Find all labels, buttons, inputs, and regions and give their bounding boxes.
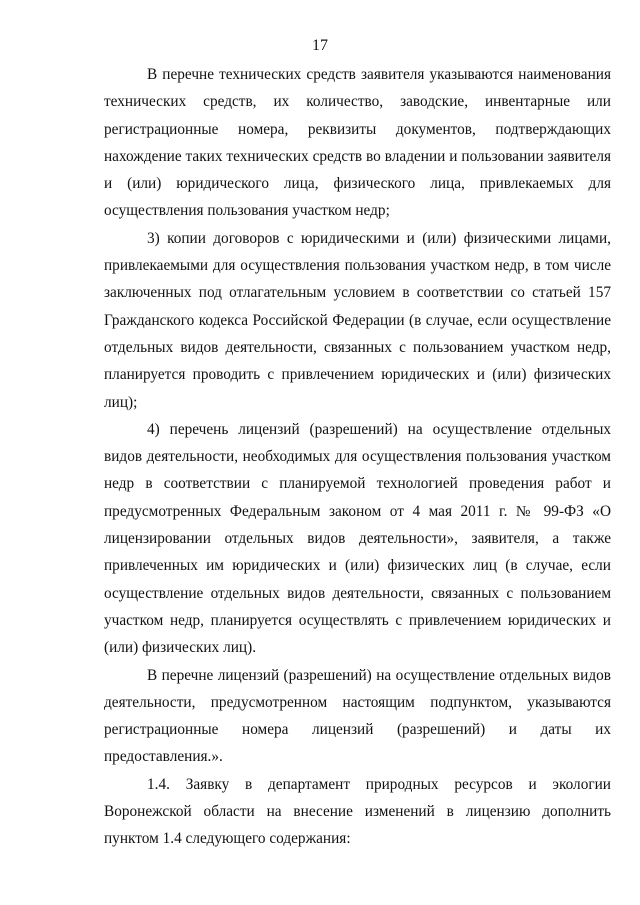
paragraph-item-4-licenses: 4) перечень лицензий (разрешений) на осуществление отдельных видов деятельности, необходимых для осуществления пользования участком недр в соответствии с планируемой технологией проведения работ и предусмотренных Федеральным законом от 4 мая 2011 г. № 99-ФЗ «О лицензировании отдельных видов деятельности», заявителя, а также привлеченных им юридических и (или) физических лиц (в случае, если осуществление отдельных видов деятельности, связанных с пользованием участком недр, планируется осуществлять с привлечением юридических и (или) физических лиц). [104,420,611,657]
paragraph-license-list: В перечне лицензий (разрешений) на осуществление отдельных видов деятельности, предусмотренном настоящим подпунктом, указываются регистрационные номера лицензий (разрешений) и даты их предоставления.». [104,666,611,766]
paragraph-technical-means: В перечне технических средств заявителя указываются наименования технических средств, их количество, заводские, инвентарные или регистрационные номера, реквизиты документов, подтверждающих нахождение таких технических средств во владении и пользовании заявителя и (или) юридического лица, физического лица, привлекаемых для осуществления пользования участком недр; [104,66,611,220]
document-body [104,61,611,853]
paragraph-1-4-application: 1.4. Заявку в департамент природных ресурсов и экологии Воронежской области на внесение изменений в лицензию дополнить пунктом 1.4 следующего содержания: [104,775,611,848]
paragraph-item-3-contracts: 3) копии договоров с юридическими и (или) физическими лицами, привлекаемыми для осуществления пользования участком недр, в том числе заключенных под отлагательным условием в соответствии со статьей 157 Гражданского кодекса Российской Федерации (в случае, если осуществление отдельных видов деятельности, связанных с пользованием участком недр, планируется проводить с привлечением юридических и (или) физических лиц); [104,229,611,411]
page-number: 17 [312,37,328,54]
